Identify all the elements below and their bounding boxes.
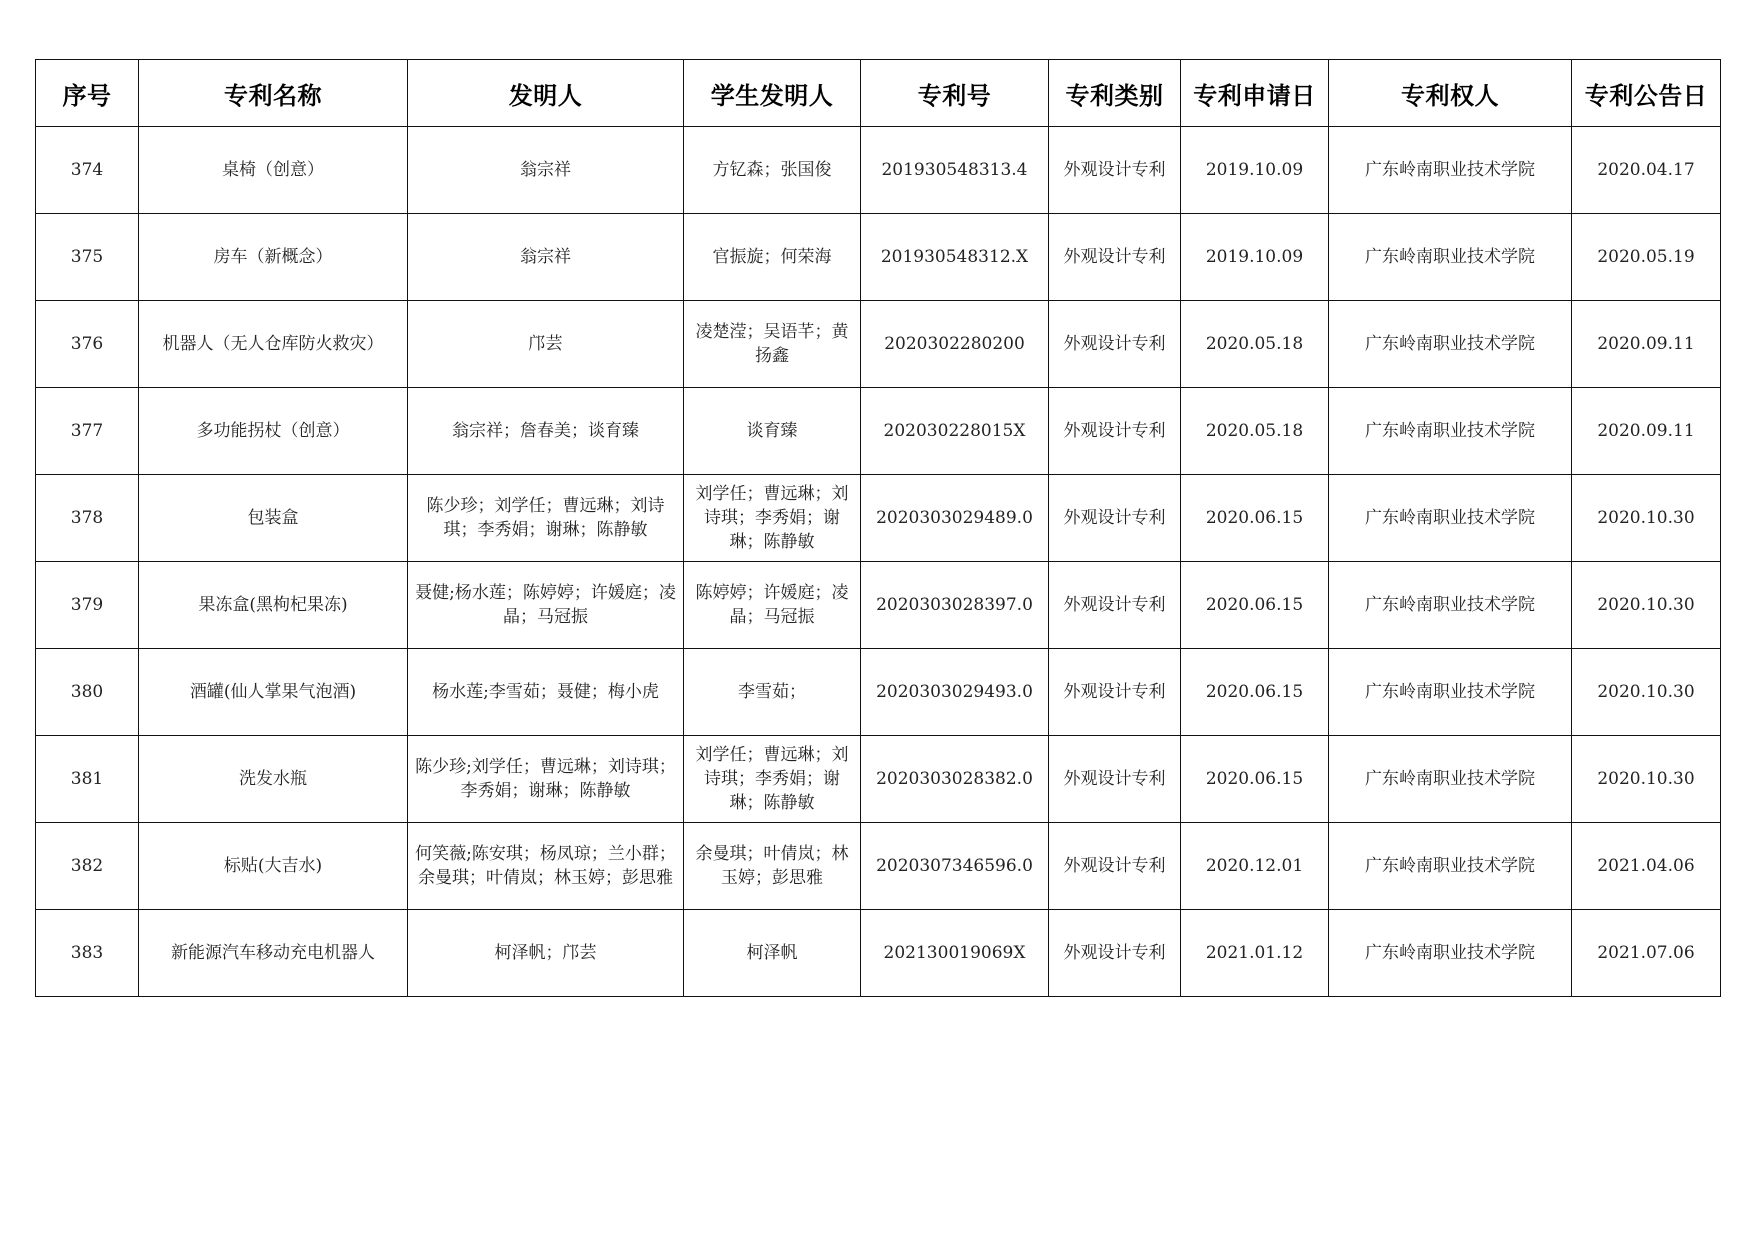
cell-inventors: 陈少珍；刘学任；曹远琳；刘诗琪；李秀娟；谢琳；陈静敏	[408, 475, 684, 562]
cell-patentee: 广东岭南职业技术学院	[1329, 910, 1572, 997]
cell-student-inventors: 谈育臻	[684, 388, 861, 475]
table-header-row	[36, 60, 1721, 127]
cell-application-date: 2021.01.12	[1181, 910, 1329, 997]
cell-publication-date: 2021.04.06	[1572, 823, 1721, 910]
cell-patentee: 广东岭南职业技术学院	[1329, 475, 1572, 562]
header-publication-date: 专利公告日	[1572, 60, 1721, 127]
cell-patentee: 广东岭南职业技术学院	[1329, 301, 1572, 388]
table-row	[36, 127, 1721, 214]
cell-inventors: 陈少珍;刘学任；曹远琳；刘诗琪；李秀娟；谢琳；陈静敏	[408, 736, 684, 823]
cell-patent-name: 包装盒	[139, 475, 408, 562]
cell-patent-number: 201930548313.4	[861, 127, 1049, 214]
table-row	[36, 475, 1721, 562]
cell-patent-name: 酒罐(仙人掌果气泡酒)	[139, 649, 408, 736]
cell-inventors: 何笑薇;陈安琪；杨凤琼；兰小群；余曼琪；叶倩岚；林玉婷；彭思雅	[408, 823, 684, 910]
cell-serial: 383	[36, 910, 139, 997]
cell-application-date: 2020.06.15	[1181, 475, 1329, 562]
cell-patent-type: 外观设计专利	[1049, 475, 1181, 562]
cell-publication-date: 2021.07.06	[1572, 910, 1721, 997]
cell-patentee: 广东岭南职业技术学院	[1329, 736, 1572, 823]
cell-inventors: 邝芸	[408, 301, 684, 388]
cell-student-inventors: 刘学任；曹远琳；刘诗琪；李秀娟；谢琳；陈静敏	[684, 475, 861, 562]
cell-patent-number: 202130019069X	[861, 910, 1049, 997]
cell-patent-name: 新能源汽车移动充电机器人	[139, 910, 408, 997]
header-patent-name: 专利名称	[139, 60, 408, 127]
header-student-inventors: 学生发明人	[684, 60, 861, 127]
cell-inventors: 柯泽帆；邝芸	[408, 910, 684, 997]
cell-patent-name: 标贴(大吉水)	[139, 823, 408, 910]
cell-patentee: 广东岭南职业技术学院	[1329, 649, 1572, 736]
cell-patent-name: 果冻盒(黑枸杞果冻)	[139, 562, 408, 649]
cell-serial: 375	[36, 214, 139, 301]
header-patentee: 专利权人	[1329, 60, 1572, 127]
cell-publication-date: 2020.05.19	[1572, 214, 1721, 301]
cell-student-inventors: 官振旋；何荣海	[684, 214, 861, 301]
cell-serial: 377	[36, 388, 139, 475]
cell-patentee: 广东岭南职业技术学院	[1329, 127, 1572, 214]
patent-table	[35, 59, 1721, 997]
cell-patent-number: 202030228015X	[861, 388, 1049, 475]
cell-patent-name: 洗发水瓶	[139, 736, 408, 823]
cell-inventors: 聂健;杨水莲；陈婷婷；许媛庭；凌晶；马冠振	[408, 562, 684, 649]
cell-serial: 374	[36, 127, 139, 214]
cell-student-inventors: 凌楚滢；吴语芊；黄扬鑫	[684, 301, 861, 388]
cell-publication-date: 2020.10.30	[1572, 736, 1721, 823]
cell-serial: 381	[36, 736, 139, 823]
cell-patent-name: 房车（新概念）	[139, 214, 408, 301]
cell-patent-type: 外观设计专利	[1049, 649, 1181, 736]
cell-student-inventors: 方钇森；张国俊	[684, 127, 861, 214]
cell-patent-name: 多功能拐杖（创意）	[139, 388, 408, 475]
cell-patentee: 广东岭南职业技术学院	[1329, 388, 1572, 475]
table-row	[36, 301, 1721, 388]
cell-publication-date: 2020.10.30	[1572, 475, 1721, 562]
cell-application-date: 2020.06.15	[1181, 649, 1329, 736]
cell-patent-number: 2020303028382.0	[861, 736, 1049, 823]
cell-inventors: 翁宗祥	[408, 127, 684, 214]
table-row	[36, 910, 1721, 997]
cell-application-date: 2020.05.18	[1181, 301, 1329, 388]
cell-serial: 382	[36, 823, 139, 910]
cell-application-date: 2020.06.15	[1181, 736, 1329, 823]
cell-application-date: 2019.10.09	[1181, 127, 1329, 214]
header-patent-number: 专利号	[861, 60, 1049, 127]
cell-patent-name: 桌椅（创意）	[139, 127, 408, 214]
cell-patent-type: 外观设计专利	[1049, 736, 1181, 823]
cell-patent-number: 2020303029489.0	[861, 475, 1049, 562]
header-application-date: 专利申请日	[1181, 60, 1329, 127]
cell-patent-number: 201930548312.X	[861, 214, 1049, 301]
cell-serial: 376	[36, 301, 139, 388]
cell-publication-date: 2020.09.11	[1572, 388, 1721, 475]
table-row	[36, 388, 1721, 475]
cell-student-inventors: 陈婷婷；许媛庭；凌晶；马冠振	[684, 562, 861, 649]
header-patent-type: 专利类别	[1049, 60, 1181, 127]
cell-patent-type: 外观设计专利	[1049, 910, 1181, 997]
cell-student-inventors: 柯泽帆	[684, 910, 861, 997]
cell-inventors: 杨水莲;李雪茹；聂健；梅小虎	[408, 649, 684, 736]
cell-application-date: 2020.12.01	[1181, 823, 1329, 910]
header-serial: 序号	[36, 60, 139, 127]
table-row	[36, 649, 1721, 736]
cell-patent-number: 2020302280200	[861, 301, 1049, 388]
cell-serial: 380	[36, 649, 139, 736]
table-row	[36, 562, 1721, 649]
cell-patent-type: 外观设计专利	[1049, 388, 1181, 475]
cell-patent-type: 外观设计专利	[1049, 823, 1181, 910]
document-page	[35, 59, 1720, 997]
cell-patentee: 广东岭南职业技术学院	[1329, 214, 1572, 301]
cell-patent-number: 2020303029493.0	[861, 649, 1049, 736]
cell-inventors: 翁宗祥；詹春美；谈育臻	[408, 388, 684, 475]
cell-serial: 379	[36, 562, 139, 649]
cell-student-inventors: 刘学任；曹远琳；刘诗琪；李秀娟；谢琳；陈静敏	[684, 736, 861, 823]
cell-patent-type: 外观设计专利	[1049, 301, 1181, 388]
cell-patentee: 广东岭南职业技术学院	[1329, 562, 1572, 649]
table-row	[36, 823, 1721, 910]
cell-student-inventors: 李雪茹；	[684, 649, 861, 736]
cell-publication-date: 2020.04.17	[1572, 127, 1721, 214]
cell-patent-type: 外观设计专利	[1049, 562, 1181, 649]
table-row	[36, 736, 1721, 823]
cell-application-date: 2020.05.18	[1181, 388, 1329, 475]
cell-patentee: 广东岭南职业技术学院	[1329, 823, 1572, 910]
cell-application-date: 2019.10.09	[1181, 214, 1329, 301]
cell-patent-name: 机器人（无人仓库防火救灾）	[139, 301, 408, 388]
header-inventors: 发明人	[408, 60, 684, 127]
cell-application-date: 2020.06.15	[1181, 562, 1329, 649]
cell-inventors: 翁宗祥	[408, 214, 684, 301]
table-row	[36, 214, 1721, 301]
cell-serial: 378	[36, 475, 139, 562]
cell-patent-type: 外观设计专利	[1049, 214, 1181, 301]
cell-patent-number: 2020303028397.0	[861, 562, 1049, 649]
cell-publication-date: 2020.10.30	[1572, 649, 1721, 736]
cell-publication-date: 2020.09.11	[1572, 301, 1721, 388]
cell-patent-type: 外观设计专利	[1049, 127, 1181, 214]
cell-publication-date: 2020.10.30	[1572, 562, 1721, 649]
cell-student-inventors: 余曼琪；叶倩岚；林玉婷；彭思雅	[684, 823, 861, 910]
cell-patent-number: 2020307346596.0	[861, 823, 1049, 910]
